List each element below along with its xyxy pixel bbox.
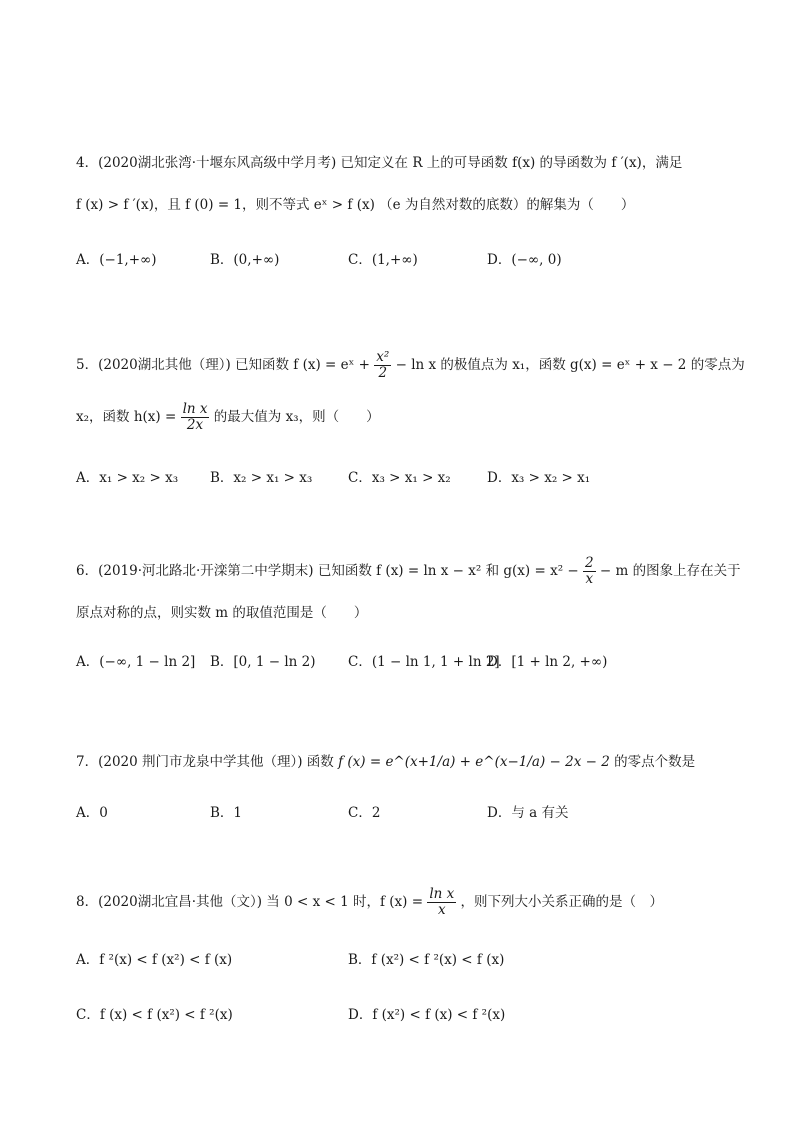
fraction-denominator: x — [437, 901, 446, 918]
fraction-numerator: ln x — [182, 401, 208, 417]
question-4-stem-line-1: 4．(2020湖北张湾·十堰东风高级中学月考) 已知定义在 R 上的可导函数 f(x) 的导函数为 f ′(x)，满足 — [76, 155, 683, 171]
question-7-stem-line-1 — [76, 750, 695, 770]
question-8-option-c[interactable]: C．f (x) < f (x²) < f ²(x) — [76, 1007, 233, 1023]
question-7-stem-part-a: 7．(2020 荆门市龙泉中学其他（理）) 函数 — [76, 754, 334, 770]
fraction-denominator: x — [585, 570, 594, 587]
question-5-stem-line-2-part-a: x₂，函数 h(x) = — [76, 408, 177, 425]
question-6-option-d[interactable]: D．[1 + ln 2, +∞) — [487, 654, 608, 670]
question-4-option-d[interactable]: D．(−∞, 0) — [487, 252, 562, 268]
question-8-stem-part-a: 8．(2020湖北宜昌·其他（文）) 当 0 < x < 1 时，f (x) = — [76, 893, 424, 910]
question-8-stem-part-b: ，则下列大小关系正确的是（ ） — [460, 893, 664, 910]
question-6-stem-line-1 — [76, 556, 741, 587]
question-5-option-a[interactable]: A．x₁ > x₂ > x₃ — [76, 470, 179, 486]
question-5-fraction-2 — [181, 402, 210, 433]
question-8-fraction — [427, 887, 456, 918]
question-7-formula: f (x) = e^(x+1/a) + e^(x−1/a) − 2x − 2 — [338, 754, 610, 770]
question-8-stem-line-1 — [76, 887, 663, 918]
fraction-denominator: 2 — [378, 364, 388, 381]
question-4-stem-line-2: f (x) > f ′(x)，且 f (0) = 1，则不等式 eˣ > f (x) （e 为自然对数的底数）的解集为（ ） — [76, 197, 635, 213]
question-6-option-a[interactable]: A．(−∞, 1 − ln 2] — [76, 654, 196, 670]
question-6-option-b[interactable]: B．[0, 1 − ln 2) — [210, 654, 316, 670]
question-5-fraction-1 — [374, 350, 391, 381]
question-7-option-a[interactable]: A．0 — [76, 805, 108, 821]
fraction-numerator: x² — [376, 349, 390, 365]
question-5-option-b[interactable]: B．x₂ > x₁ > x₃ — [210, 470, 313, 486]
question-7-stem-part-b: 的零点个数是 — [614, 754, 696, 770]
question-5-option-d[interactable]: D．x₃ > x₂ > x₁ — [487, 470, 591, 486]
question-6-stem-line-1-part-b: − m 的图象上存在关于 — [599, 562, 741, 579]
question-6-fraction — [583, 556, 596, 587]
question-7-option-d[interactable]: D．与 a 有关 — [487, 805, 569, 821]
question-8-option-d[interactable]: D．f (x²) < f (x) < f ²(x) — [348, 1007, 506, 1023]
fraction-denominator: 2x — [186, 416, 204, 433]
question-5-option-c[interactable]: C．x₃ > x₁ > x₂ — [348, 470, 451, 486]
question-6-stem-line-1-part-a: 6．(2019·河北路北·开滦第二中学期末) 已知函数 f (x) = ln x − x² 和 g(x) = x² − — [76, 562, 579, 579]
question-5-stem-line-2-part-b: 的最大值为 x₃，则（ ） — [213, 408, 380, 425]
question-5-stem-line-1 — [76, 350, 745, 381]
question-8-option-a[interactable]: A．f ²(x) < f (x²) < f (x) — [76, 952, 233, 968]
fraction-numerator: ln x — [429, 886, 455, 902]
question-6-stem-line-2: 原点对称的点，则实数 m 的取值范围是（ ） — [76, 605, 368, 621]
question-7-option-c[interactable]: C．2 — [348, 805, 381, 821]
question-4-option-b[interactable]: B．(0,+∞) — [210, 252, 280, 268]
question-4-option-a[interactable]: A．(−1,+∞) — [76, 252, 157, 268]
question-6-option-c[interactable]: C．(1 − ln 1, 1 + ln 2] — [348, 654, 500, 670]
question-8-option-b[interactable]: B．f (x²) < f ²(x) < f (x) — [348, 952, 505, 968]
question-5-stem-line-1-part-b: − ln x 的极值点为 x₁，函数 g(x) = eˣ + x − 2 的零点为 — [395, 356, 745, 373]
question-4-option-c[interactable]: C．(1,+∞) — [348, 252, 418, 268]
question-5-stem-line-1-part-a: 5．(2020湖北其他（理）) 已知函数 f (x) = eˣ + — [76, 356, 370, 373]
fraction-numerator: 2 — [585, 555, 594, 571]
question-7-option-b[interactable]: B．1 — [210, 805, 243, 821]
question-5-stem-line-2 — [76, 402, 380, 433]
